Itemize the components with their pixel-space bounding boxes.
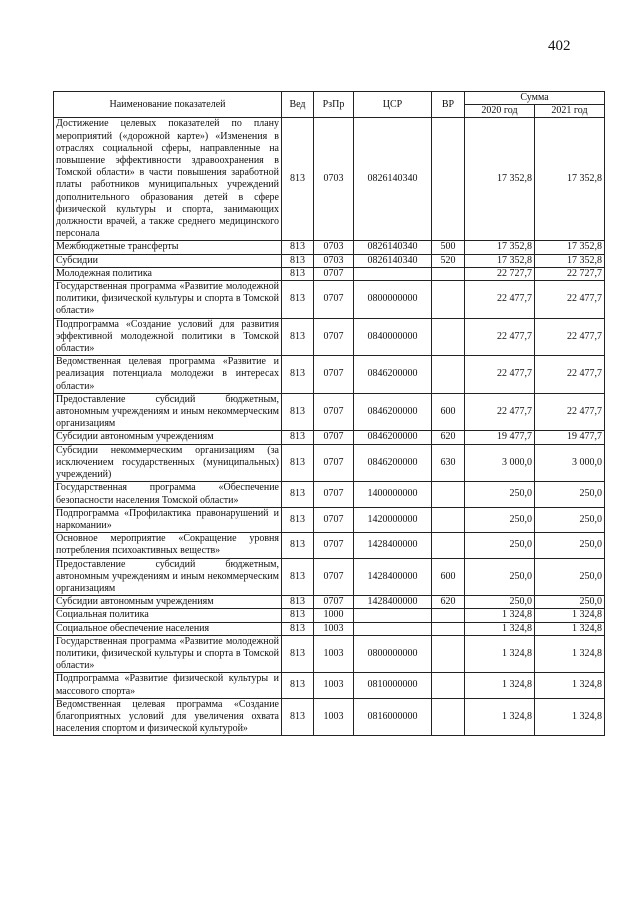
row-ved: 813: [282, 533, 314, 558]
table-row: [54, 673, 605, 698]
row-vr: [432, 118, 465, 241]
header-sum: Сумма: [465, 92, 605, 105]
row-name: Межбюджетные трансферты: [54, 241, 282, 254]
table-row: [54, 318, 605, 356]
row-amount-2021: 1 324,8: [535, 622, 605, 635]
row-name: Социальная политика: [54, 609, 282, 622]
row-rzpr: 0707: [314, 267, 354, 280]
row-vr: [432, 267, 465, 280]
header-name: Наименование показателей: [54, 92, 282, 118]
row-vr: [432, 609, 465, 622]
row-name: Достижение целевых показателей по плану мероприятий («дорожной карте») «Изменения в отраслях социальной сферы, направленные на повышение эффективности здравоохранения в Томской области» в части повышения заработной платы работников муниципальных учреждений дополнительного образования детей в сфере физической культуры и спорта, занимающих должности врачей, а также среднего медицинского персонала: [54, 118, 282, 241]
header-2021: 2021 год: [535, 105, 605, 118]
row-amount-2021: 22 727,7: [535, 267, 605, 280]
row-amount-2021: 250,0: [535, 482, 605, 507]
row-amount-2021: 3 000,0: [535, 444, 605, 482]
row-vr: [432, 356, 465, 394]
row-amount-2020: 1 324,8: [465, 609, 535, 622]
row-amount-2020: 1 324,8: [465, 635, 535, 673]
row-amount-2020: 1 324,8: [465, 673, 535, 698]
row-amount-2020: 19 477,7: [465, 431, 535, 444]
table-row: [54, 533, 605, 558]
row-vr: 620: [432, 596, 465, 609]
row-csr: 1428400000: [354, 558, 432, 596]
row-vr: 620: [432, 431, 465, 444]
row-ved: 813: [282, 609, 314, 622]
row-vr: 600: [432, 393, 465, 431]
row-csr: 0810000000: [354, 673, 432, 698]
row-amount-2021: 17 352,8: [535, 254, 605, 267]
row-rzpr: 0707: [314, 356, 354, 394]
row-name: Государственная программа «Развитие молодежной политики, физической культуры и спорта в Томской области»: [54, 281, 282, 319]
row-csr: [354, 622, 432, 635]
row-amount-2021: 22 477,7: [535, 393, 605, 431]
row-amount-2021: 22 477,7: [535, 356, 605, 394]
row-name: Основное мероприятие «Сокращение уровня потребления психоактивных веществ»: [54, 533, 282, 558]
table-row: [54, 507, 605, 532]
row-ved: 813: [282, 673, 314, 698]
row-csr: [354, 267, 432, 280]
row-name: Государственная программа «Обеспечение безопасности населения Томской области»: [54, 482, 282, 507]
row-amount-2021: 17 352,8: [535, 118, 605, 241]
table-row: [54, 635, 605, 673]
row-csr: 0816000000: [354, 698, 432, 736]
row-csr: 0800000000: [354, 281, 432, 319]
row-csr: 1428400000: [354, 596, 432, 609]
row-rzpr: 0703: [314, 118, 354, 241]
header-csr: ЦСР: [354, 92, 432, 118]
row-csr: 0840000000: [354, 318, 432, 356]
row-name: Молодежная политика: [54, 267, 282, 280]
row-amount-2020: 1 324,8: [465, 622, 535, 635]
row-csr: 0800000000: [354, 635, 432, 673]
row-rzpr: 0707: [314, 444, 354, 482]
row-name: Подпрограмма «Создание условий для развития эффективной молодежной политики в Томской области»: [54, 318, 282, 356]
row-rzpr: 0707: [314, 281, 354, 319]
row-vr: [432, 507, 465, 532]
page-number: 402: [548, 38, 571, 54]
row-amount-2020: 22 477,7: [465, 393, 535, 431]
row-rzpr: 0707: [314, 596, 354, 609]
row-amount-2020: 3 000,0: [465, 444, 535, 482]
row-amount-2021: 250,0: [535, 533, 605, 558]
row-ved: 813: [282, 558, 314, 596]
row-csr: 1428400000: [354, 533, 432, 558]
row-name: Предоставление субсидий бюджетным, автономным учреждениям и иным некоммерческим организациям: [54, 393, 282, 431]
table-row: [54, 482, 605, 507]
budget-table: [53, 91, 605, 736]
row-amount-2020: 250,0: [465, 596, 535, 609]
row-name: Субсидии автономным учреждениям: [54, 431, 282, 444]
row-amount-2021: 1 324,8: [535, 609, 605, 622]
row-rzpr: 1003: [314, 622, 354, 635]
row-name: Социальное обеспечение населения: [54, 622, 282, 635]
row-rzpr: 0707: [314, 318, 354, 356]
row-ved: 813: [282, 318, 314, 356]
row-rzpr: 0707: [314, 507, 354, 532]
row-ved: 813: [282, 482, 314, 507]
row-amount-2020: 250,0: [465, 558, 535, 596]
row-rzpr: 1000: [314, 609, 354, 622]
row-name: Ведомственная целевая программа «Развитие и реализация потенциала молодежи в интересах области»: [54, 356, 282, 394]
row-amount-2020: 250,0: [465, 533, 535, 558]
row-amount-2021: 1 324,8: [535, 673, 605, 698]
row-amount-2021: 22 477,7: [535, 281, 605, 319]
row-ved: 813: [282, 635, 314, 673]
table-row: [54, 356, 605, 394]
row-csr: 0826140340: [354, 241, 432, 254]
row-amount-2020: 250,0: [465, 482, 535, 507]
row-name: Предоставление субсидий бюджетным, автономным учреждениям и иным некоммерческим организациям: [54, 558, 282, 596]
row-name: Подпрограмма «Развитие физической культуры и массового спорта»: [54, 673, 282, 698]
row-rzpr: 0707: [314, 482, 354, 507]
row-vr: 500: [432, 241, 465, 254]
row-name: Государственная программа «Развитие молодежной политики, физической культуры и спорта в Томской области»: [54, 635, 282, 673]
row-amount-2020: 1 324,8: [465, 698, 535, 736]
row-rzpr: 0707: [314, 393, 354, 431]
row-amount-2021: 17 352,8: [535, 241, 605, 254]
row-amount-2021: 22 477,7: [535, 318, 605, 356]
table-row: [54, 698, 605, 736]
row-name: Субсидии автономным учреждениям: [54, 596, 282, 609]
header-ved: Вед: [282, 92, 314, 118]
table-row: [54, 393, 605, 431]
table-row: [54, 558, 605, 596]
table-row: [54, 241, 605, 254]
row-vr: 600: [432, 558, 465, 596]
row-rzpr: 1003: [314, 635, 354, 673]
header-2020: 2020 год: [465, 105, 535, 118]
row-rzpr: 0707: [314, 558, 354, 596]
row-amount-2020: 17 352,8: [465, 241, 535, 254]
row-vr: [432, 281, 465, 319]
row-amount-2020: 22 477,7: [465, 356, 535, 394]
row-ved: 813: [282, 356, 314, 394]
table-row: [54, 622, 605, 635]
table-row: [54, 596, 605, 609]
row-ved: 813: [282, 254, 314, 267]
row-ved: 813: [282, 118, 314, 241]
row-ved: 813: [282, 431, 314, 444]
row-amount-2020: 17 352,8: [465, 254, 535, 267]
row-amount-2020: 22 477,7: [465, 318, 535, 356]
row-csr: 0846200000: [354, 356, 432, 394]
row-ved: 813: [282, 596, 314, 609]
row-csr: 0826140340: [354, 118, 432, 241]
header-vr: ВР: [432, 92, 465, 118]
row-ved: 813: [282, 241, 314, 254]
row-name: Подпрограмма «Профилактика правонарушений и наркомании»: [54, 507, 282, 532]
row-rzpr: 1003: [314, 698, 354, 736]
row-csr: 0846200000: [354, 431, 432, 444]
row-amount-2021: 1 324,8: [535, 635, 605, 673]
row-csr: 0846200000: [354, 444, 432, 482]
row-rzpr: 0703: [314, 254, 354, 267]
row-amount-2021: 250,0: [535, 507, 605, 532]
row-rzpr: 0707: [314, 533, 354, 558]
row-name: Субсидии: [54, 254, 282, 267]
row-vr: [432, 533, 465, 558]
row-vr: 520: [432, 254, 465, 267]
row-ved: 813: [282, 622, 314, 635]
table-row: [54, 609, 605, 622]
row-csr: 1400000000: [354, 482, 432, 507]
table-row: [54, 281, 605, 319]
row-amount-2020: 22 727,7: [465, 267, 535, 280]
table-row: [54, 254, 605, 267]
row-vr: [432, 318, 465, 356]
row-vr: [432, 635, 465, 673]
row-ved: 813: [282, 267, 314, 280]
row-ved: 813: [282, 698, 314, 736]
row-name: Ведомственная целевая программа «Создание благоприятных условий для увеличения охвата населения спортом и физической культурой»: [54, 698, 282, 736]
row-name: Субсидии некоммерческим организациям (за исключением государственных (муниципальных) учреждений): [54, 444, 282, 482]
row-csr: [354, 609, 432, 622]
row-csr: 0846200000: [354, 393, 432, 431]
row-amount-2021: 19 477,7: [535, 431, 605, 444]
row-ved: 813: [282, 507, 314, 532]
row-ved: 813: [282, 281, 314, 319]
row-vr: [432, 698, 465, 736]
row-ved: 813: [282, 444, 314, 482]
row-vr: [432, 673, 465, 698]
header-rzpr: РзПр: [314, 92, 354, 118]
table-body: [54, 118, 605, 736]
row-vr: 630: [432, 444, 465, 482]
row-csr: 0826140340: [354, 254, 432, 267]
row-rzpr: 1003: [314, 673, 354, 698]
row-amount-2021: 250,0: [535, 596, 605, 609]
row-amount-2021: 250,0: [535, 558, 605, 596]
table-row: [54, 267, 605, 280]
row-amount-2020: 250,0: [465, 507, 535, 532]
row-vr: [432, 622, 465, 635]
table-row: [54, 431, 605, 444]
row-amount-2020: 22 477,7: [465, 281, 535, 319]
table-row: [54, 118, 605, 241]
row-ved: 813: [282, 393, 314, 431]
row-vr: [432, 482, 465, 507]
row-csr: 1420000000: [354, 507, 432, 532]
row-rzpr: 0703: [314, 241, 354, 254]
table-row: [54, 444, 605, 482]
row-rzpr: 0707: [314, 431, 354, 444]
row-amount-2020: 17 352,8: [465, 118, 535, 241]
row-amount-2021: 1 324,8: [535, 698, 605, 736]
